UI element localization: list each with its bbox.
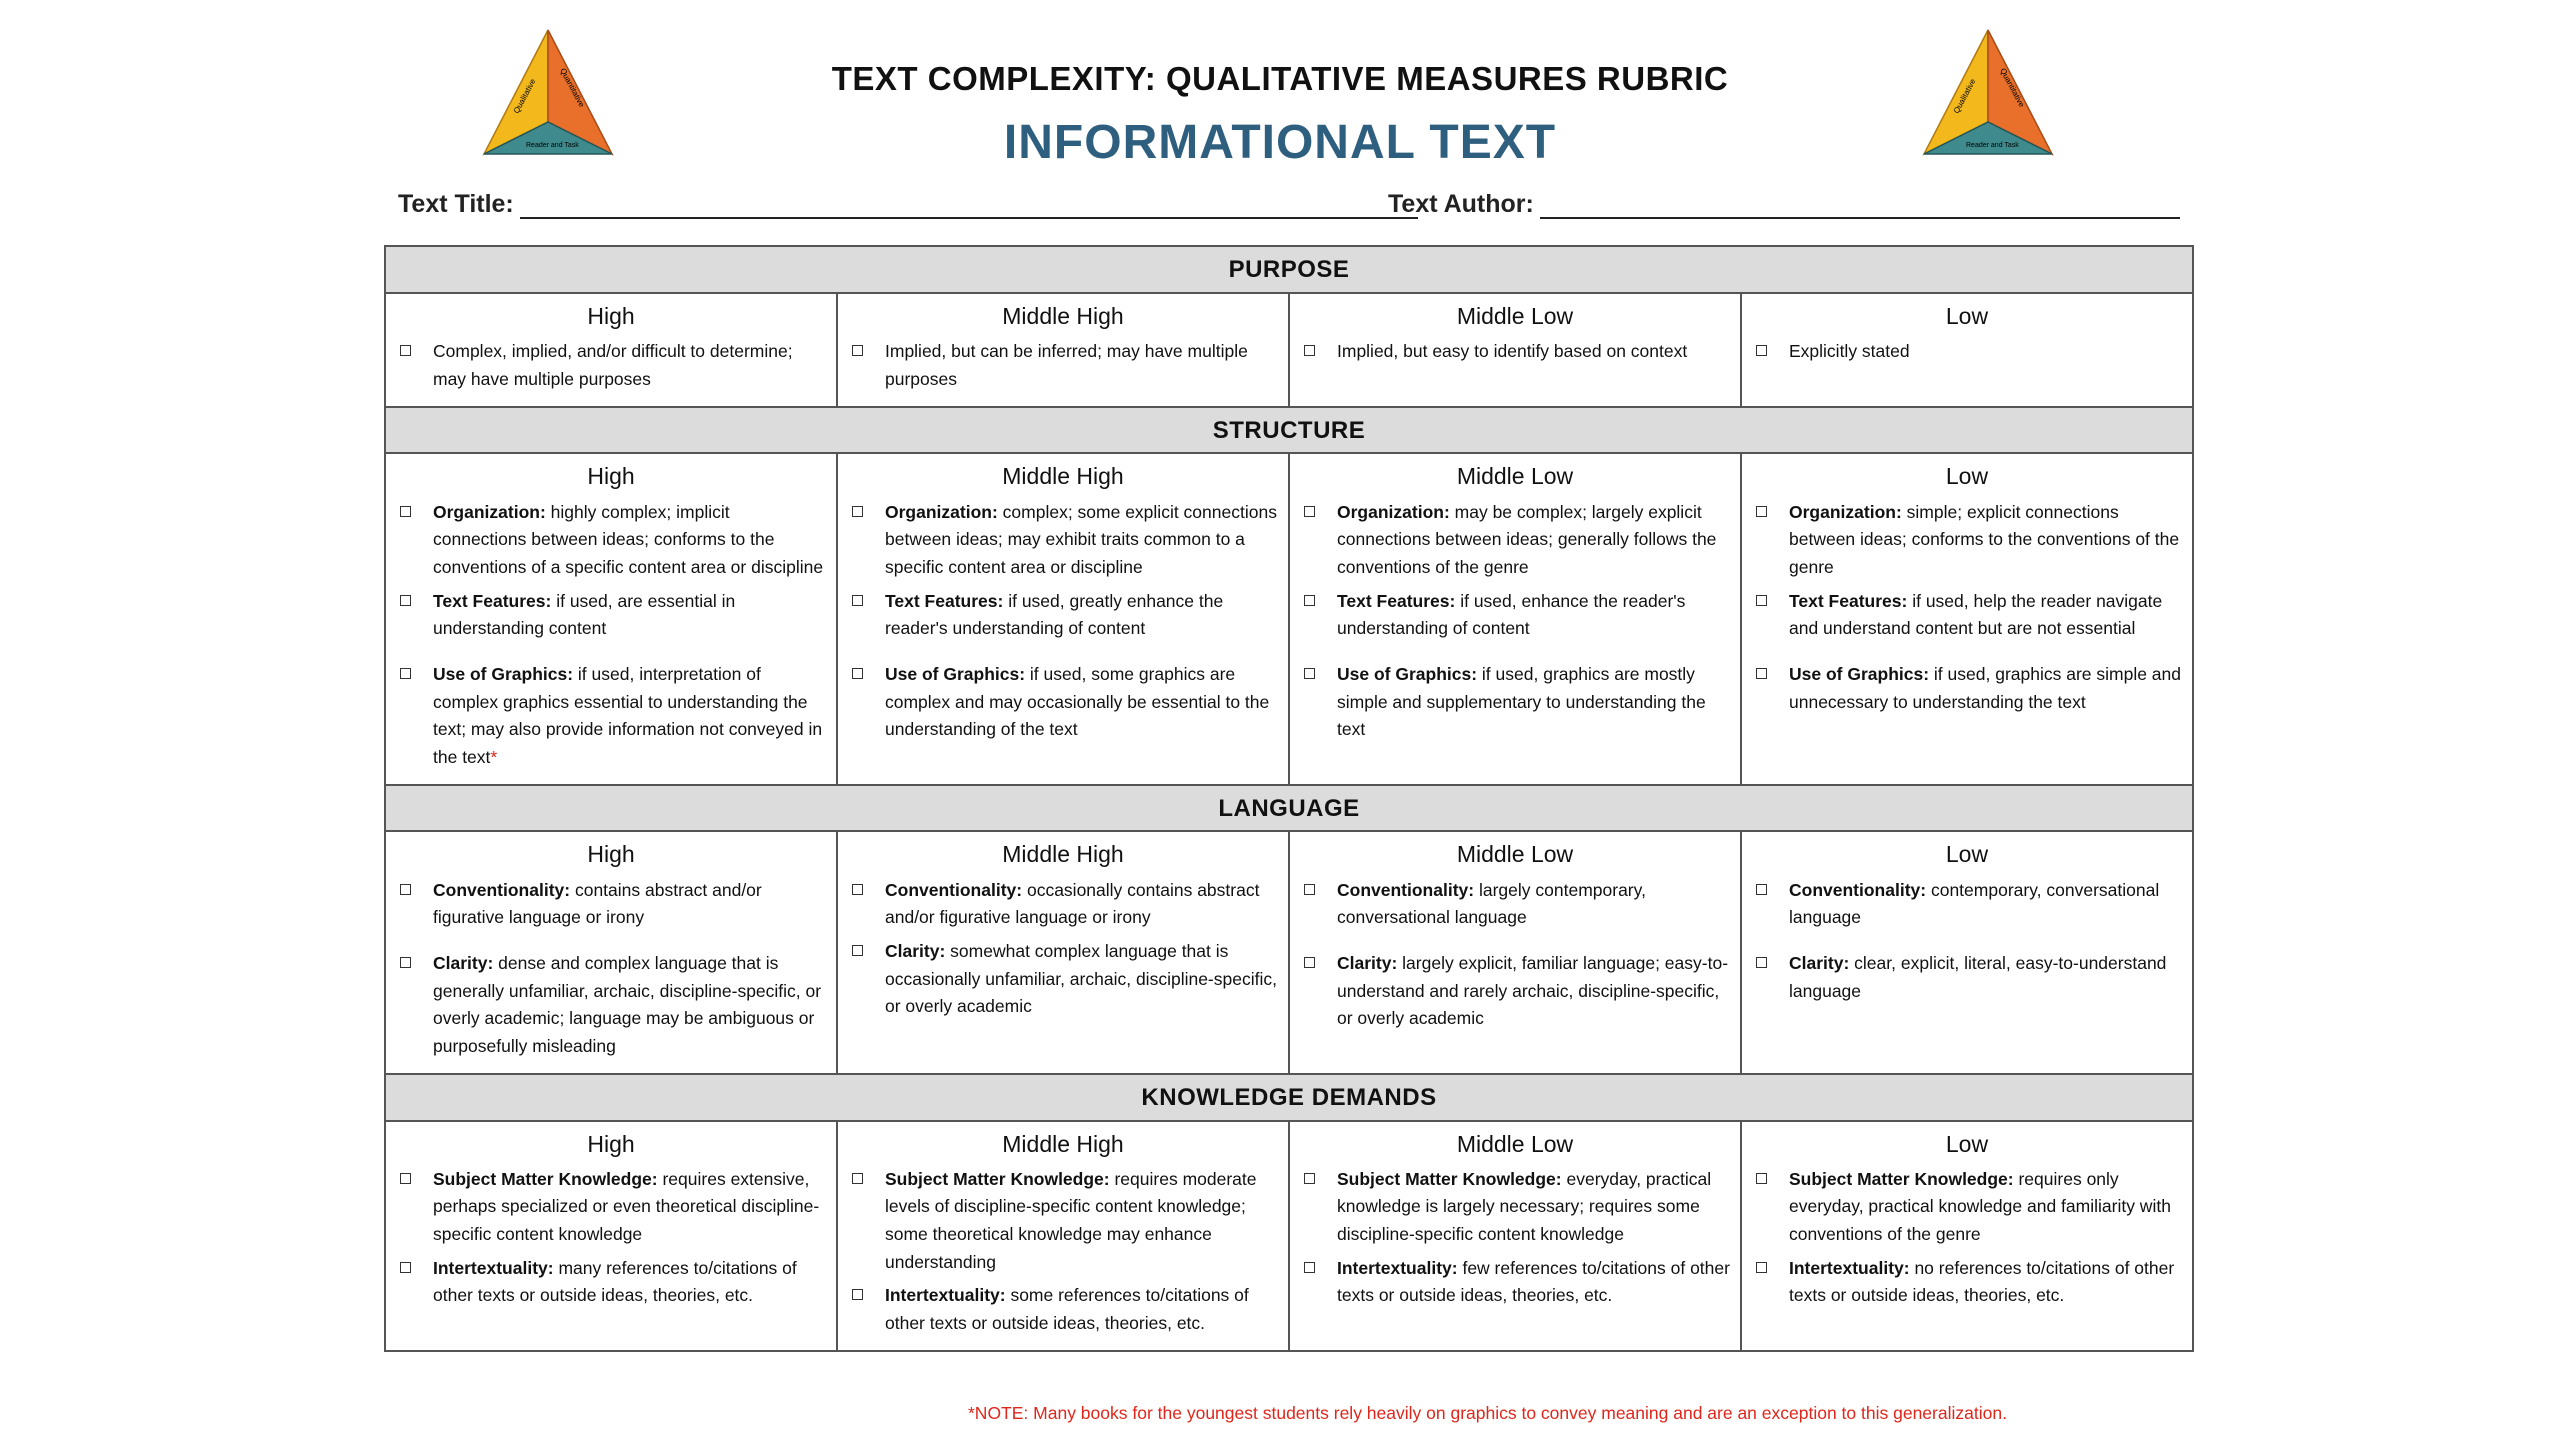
checkbox[interactable]: [1304, 595, 1315, 606]
logo-qualitative-label: Qualitative: [1951, 77, 1978, 115]
checkbox[interactable]: [1304, 345, 1315, 356]
criterion-text: if used, some graphics are complex and may occasionally be essential to the understanding of the text: [885, 663, 1270, 740]
purpose-row: [385, 293, 2193, 407]
checkbox[interactable]: [852, 345, 863, 356]
structure-middle-high-cell: [837, 453, 1289, 784]
criterion-label: Organization:: [1789, 501, 1902, 522]
language-high-cell: [385, 831, 837, 1073]
checkbox[interactable]: [1756, 957, 1767, 968]
footnote: *NOTE: Many books for the youngest students rely heavily on graphics to convey meaning and are an exception to this generalization.: [968, 1403, 2007, 1423]
criterion-text: if used, graphics are simple and unnecessary to understanding the text: [1789, 663, 2181, 712]
language-low-cell: [1741, 831, 2193, 1073]
section-header-structure: STRUCTURE: [385, 407, 2193, 454]
criterion-text: simple; explicit connections between ideas; conforms to the conventions of the genre: [1789, 501, 2180, 578]
criterion-label: Intertextuality:: [1789, 1257, 1910, 1278]
checkbox[interactable]: [400, 345, 411, 356]
criterion-text: clear, explicit, literal, easy-to-understand language: [1789, 953, 2167, 1001]
criterion-label: Text Features:: [1337, 590, 1456, 611]
level-heading: Middle High: [1002, 1130, 1124, 1157]
criterion-text: many references to/citations of other texts or outside ideas, theories, etc.: [433, 1257, 797, 1306]
rubric-table: [384, 245, 2194, 1352]
text-title-label: Text Title:: [398, 190, 514, 218]
criterion-text: requires only everyday, practical knowledge and familiarity with conventions of the genre: [1789, 1168, 2171, 1245]
criterion-text: occasionally contains abstract and/or figurative language or irony: [885, 879, 1260, 928]
level-heading: High: [587, 463, 635, 490]
level-heading: Low: [1945, 1130, 1989, 1157]
criterion-label: Organization:: [1337, 501, 1450, 522]
knowledge-row: [385, 1121, 2193, 1351]
text-author-blank-line[interactable]: [1540, 191, 2180, 219]
criterion-label: Intertextuality:: [1337, 1257, 1458, 1278]
text-author-label: Text Author:: [1388, 190, 1534, 218]
knowledge-middle-high-cell: [837, 1121, 1289, 1351]
checkbox[interactable]: [852, 668, 863, 679]
checkbox[interactable]: [1756, 1262, 1767, 1273]
section-header-language: LANGUAGE: [385, 785, 2193, 832]
criterion-label: Text Features:: [885, 590, 1004, 611]
checkbox[interactable]: [1756, 1173, 1767, 1184]
text-title-blank-line[interactable]: [520, 191, 1418, 219]
checkbox[interactable]: [1304, 506, 1315, 517]
checkbox[interactable]: [1304, 668, 1315, 679]
checkbox[interactable]: [1756, 595, 1767, 606]
criterion-label: Clarity:: [433, 953, 494, 974]
criterion-label: Intertextuality:: [885, 1285, 1006, 1306]
criterion-text: if used, help the reader navigate and understand content but are not essential: [1789, 590, 2163, 639]
checkbox[interactable]: [400, 1262, 411, 1273]
checkbox[interactable]: [1756, 506, 1767, 517]
criterion-text: few references to/citations of other texts or outside ideas, theories, etc.: [1337, 1257, 1730, 1306]
criterion-label: Clarity:: [1789, 953, 1850, 974]
logo-reader-task-label: Reader and Task: [526, 142, 579, 149]
footnote-marker: *: [490, 746, 498, 767]
checkbox[interactable]: [1304, 1262, 1315, 1273]
criterion-text: somewhat complex language that is occasionally unfamiliar, archaic, discipline-specific, or overly academic: [885, 941, 1277, 1017]
structure-middle-low-cell: [1289, 453, 1741, 784]
text-author-field[interactable]: [1388, 190, 2180, 219]
criterion-label: Use of Graphics:: [1337, 663, 1478, 684]
criterion-label: Conventionality:: [1337, 879, 1475, 900]
logo-quantitative-label: Quantitative: [1998, 66, 2027, 109]
criterion-label: Conventionality:: [433, 879, 571, 900]
level-heading: Middle High: [1002, 302, 1124, 329]
criterion-text: may be complex; largely explicit connections between ideas; generally follows the conventions of the genre: [1337, 501, 1717, 578]
language-middle-low-cell: [1289, 831, 1741, 1073]
criterion-text: requires extensive, perhaps specialized or even theoretical discipline-specific content knowledge: [433, 1168, 820, 1245]
criterion-text: Implied, but easy to identify based on context: [1337, 341, 1688, 362]
knowledge-low-cell: [1741, 1121, 2193, 1351]
checkbox[interactable]: [852, 945, 863, 956]
level-heading: Middle High: [1002, 841, 1124, 868]
checkbox[interactable]: [400, 884, 411, 895]
checkbox[interactable]: [852, 1173, 863, 1184]
criterion-text: contemporary, conversational language: [1789, 879, 2160, 928]
level-heading: High: [587, 302, 635, 329]
criterion-text: largely contemporary, conversational language: [1337, 879, 1646, 928]
level-heading: High: [587, 841, 635, 868]
criterion-text: contains abstract and/or figurative language or irony: [433, 879, 762, 928]
checkbox[interactable]: [852, 506, 863, 517]
purpose-middle-low-cell: [1289, 293, 1741, 407]
level-heading: Middle Low: [1456, 302, 1574, 329]
level-heading: Low: [1945, 463, 1989, 490]
level-heading: Middle Low: [1456, 1130, 1574, 1157]
checkbox[interactable]: [1756, 345, 1767, 356]
checkbox[interactable]: [400, 595, 411, 606]
criterion-label: Use of Graphics:: [1789, 663, 1930, 684]
rubric-title: TEXT COMPLEXITY: QUALITATIVE MEASURES RUBRIC: [831, 60, 1729, 97]
checkbox[interactable]: [400, 957, 411, 968]
structure-low-cell: [1741, 453, 2193, 784]
criterion-label: Use of Graphics:: [433, 663, 574, 684]
criterion-text: some references to/citations of other texts or outside ideas, theories, etc.: [885, 1285, 1249, 1334]
criterion-text: dense and complex language that is generally unfamiliar, archaic, discipline-specific, or overly academic; language may be ambiguous or purposefully misleading: [433, 953, 822, 1056]
checkbox[interactable]: [400, 668, 411, 679]
criterion-text: requires moderate levels of discipline-specific content knowledge; some theoretical knowledge may enhance understanding: [885, 1168, 1257, 1272]
criterion-text: largely explicit, familiar language; easy-to-understand and rarely archaic, discipline-specific, or overly academic: [1337, 953, 1729, 1029]
criterion-label: Conventionality:: [885, 879, 1023, 900]
criterion-text: if used, graphics are mostly simple and supplementary to understanding the text: [1337, 663, 1706, 740]
checkbox[interactable]: [1304, 884, 1315, 895]
criterion-label: Organization:: [433, 501, 546, 522]
criterion-text: Explicitly stated: [1789, 341, 1910, 362]
level-heading: High: [587, 1130, 635, 1157]
language-middle-high-cell: [837, 831, 1289, 1073]
checkbox[interactable]: [1756, 884, 1767, 895]
purpose-high-cell: [385, 293, 837, 407]
criterion-text: no references to/citations of other texts or outside ideas, theories, etc.: [1789, 1257, 2175, 1306]
purpose-middle-high-cell: [837, 293, 1289, 407]
checkbox[interactable]: [852, 595, 863, 606]
criterion-text: Implied, but can be inferred; may have multiple purposes: [885, 341, 1248, 389]
structure-high-cell: [385, 453, 837, 784]
criterion-text: if used, enhance the reader's understanding of content: [1337, 590, 1686, 639]
level-heading: Middle High: [1002, 463, 1124, 490]
level-heading: Low: [1945, 302, 1989, 329]
criterion-text: everyday, practical knowledge is largely necessary; requires some discipline-specific content knowledge: [1337, 1168, 1712, 1245]
checkbox[interactable]: [852, 1289, 863, 1300]
section-header-knowledge-demands: KNOWLEDGE DEMANDS: [385, 1074, 2193, 1121]
criterion-text: complex; some explicit connections between ideas; may exhibit traits common to a specific content area or discipline: [885, 501, 1277, 578]
criterion-label: Organization:: [885, 501, 998, 522]
criterion-text: if used, interpretation of complex graphics essential to understanding the text; may also provide information not conveyed in the text: [433, 663, 823, 767]
text-title-field[interactable]: [398, 190, 1418, 219]
level-heading: Middle Low: [1456, 463, 1574, 490]
logo-quantitative-label: Quantitative: [558, 66, 587, 109]
section-header-purpose: PURPOSE: [385, 246, 2193, 293]
knowledge-high-cell: [385, 1121, 837, 1351]
logo-reader-task-label: Reader and Task: [1966, 142, 2019, 149]
criterion-text: highly complex; implicit connections between ideas; conforms to the conventions of a specific content area or discipline: [433, 501, 824, 578]
logo-qualitative-label: Qualitative: [511, 77, 538, 115]
criterion-label: Text Features:: [1789, 590, 1908, 611]
criterion-label: Clarity:: [1337, 953, 1398, 974]
purpose-low-cell: [1741, 293, 2193, 407]
criterion-label: Subject Matter Knowledge:: [885, 1168, 1110, 1189]
knowledge-middle-low-cell: [1289, 1121, 1741, 1351]
level-heading: Middle Low: [1456, 841, 1574, 868]
checkbox[interactable]: [400, 1173, 411, 1184]
rubric-subtitle: INFORMATIONAL TEXT: [1003, 116, 1557, 169]
criterion-label: Conventionality:: [1789, 879, 1927, 900]
criterion-label: Subject Matter Knowledge:: [1337, 1168, 1562, 1189]
criterion-label: Subject Matter Knowledge:: [433, 1168, 658, 1189]
checkbox[interactable]: [852, 884, 863, 895]
level-heading: Low: [1945, 841, 1989, 868]
criterion-label: Text Features:: [433, 590, 552, 611]
structure-row: [385, 453, 2193, 784]
criterion-text: if used, greatly enhance the reader's understanding of content: [885, 590, 1224, 639]
checkbox[interactable]: [400, 506, 411, 517]
language-row: [385, 831, 2193, 1073]
criterion-label: Clarity:: [885, 941, 946, 962]
criterion-label: Use of Graphics:: [885, 663, 1026, 684]
criterion-text: if used, are essential in understanding content: [433, 590, 736, 639]
criterion-label: Intertextuality:: [433, 1257, 554, 1278]
checkbox[interactable]: [1756, 668, 1767, 679]
checkbox[interactable]: [1304, 957, 1315, 968]
checkbox[interactable]: [1304, 1173, 1315, 1184]
criterion-text: Complex, implied, and/or difficult to determine; may have multiple purposes: [433, 341, 793, 389]
criterion-label: Subject Matter Knowledge:: [1789, 1168, 2014, 1189]
